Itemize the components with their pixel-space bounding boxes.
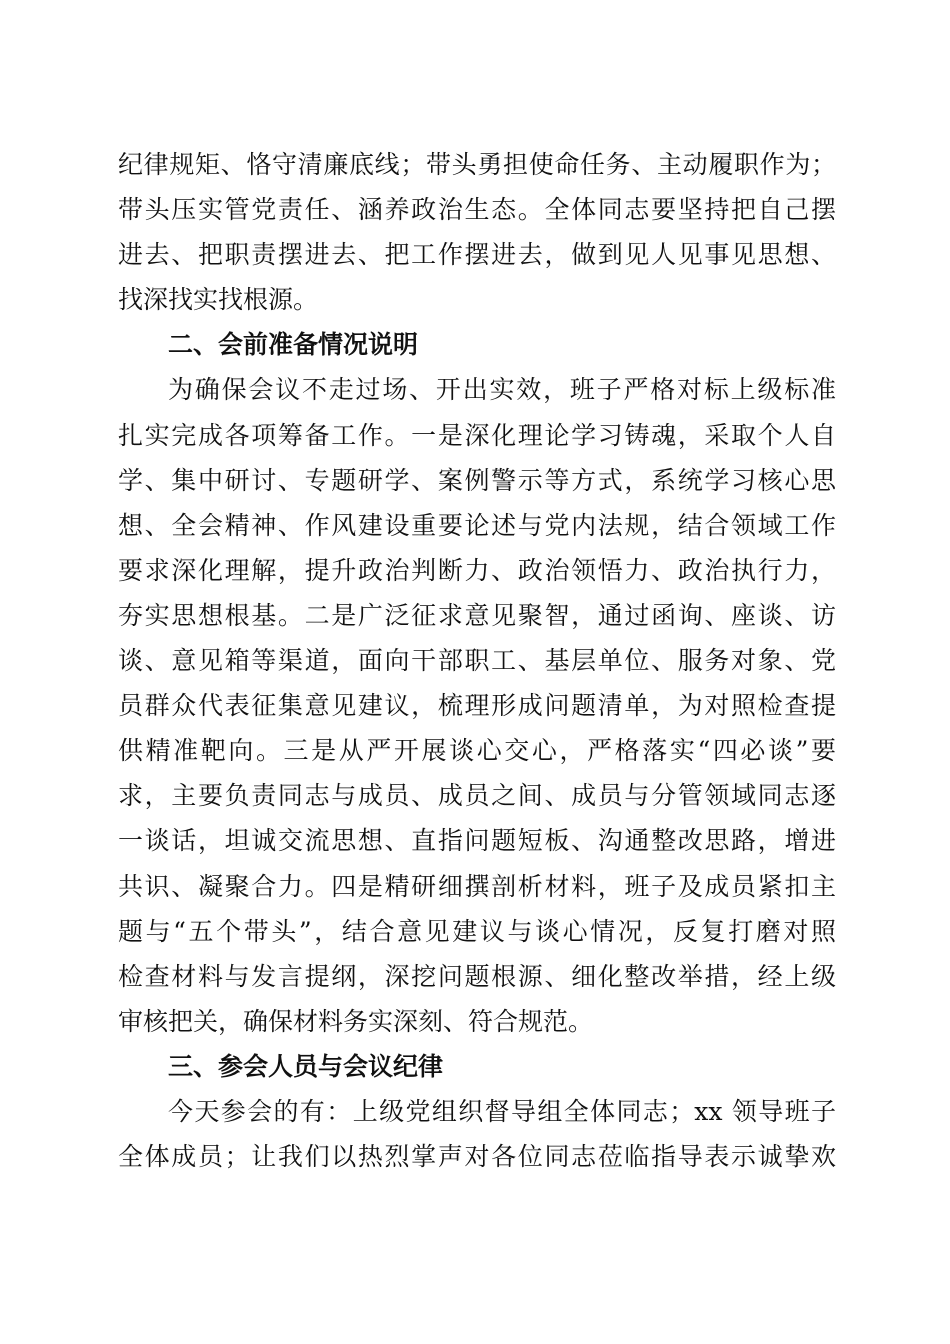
paragraph-line: 题与“五个带头”，结合意见建议与谈心情况，反复打磨对照 [118,916,836,946]
paragraph-line: 供精准靶向。三是从严开展谈心交心，严格落实“四必谈”要 [118,736,836,766]
body-line: 带头压实管党责任、涵养政治生态。全体同志要坚持把自己摆 [118,195,836,225]
paragraph-line: 全体成员；让我们以热烈掌声对各位同志莅临指导表示诚挚欢 [118,1142,836,1172]
paragraph-line: 检查材料与发言提纲，深挖问题根源、细化整改举措，经上级 [118,961,836,991]
body-line: 进去、把职责摆进去、把工作摆进去，做到见人见事见思想、 [118,240,836,270]
body-line: 纪律规矩、恪守清廉底线；带头勇担使命任务、主动履职作为； [118,150,836,179]
paragraph-line: 扎实完成各项筹备工作。一是深化理论学习铸魂，采取个人自 [118,420,836,450]
paragraph-line: 学、集中研讨、专题研学、案例警示等方式，系统学习核心思 [118,465,836,495]
paragraph-line: 谈、意见箱等渠道，面向干部职工、基层单位、服务对象、党 [118,646,836,676]
paragraph-line: 夯实思想根基。二是广泛征求意见聚智，通过函询、座谈、访 [118,600,836,630]
section-heading-2: 二、会前准备情况说明 [168,330,419,360]
body-line: 找深找实找根源。 [118,285,319,315]
document-body [118,142,836,1179]
section-heading-3: 三、参会人员与会议纪律 [168,1051,444,1081]
paragraph-line: 今天参会的有：上级党组织督导组全体同志；xx 领导班子 [168,1096,836,1126]
paragraph-line: 求，主要负责同志与成员、成员之间、成员与分管领域同志逐 [118,781,836,811]
paragraph-line: 一谈话，坦诚交流思想、直指问题短板、沟通整改思路，增进 [118,826,836,856]
paragraph-line: 员群众代表征集意见建议，梳理形成问题清单，为对照检查提 [118,691,836,721]
paragraph-line: 共识、凝聚合力。四是精研细撰剖析材料，班子及成员紧扣主 [118,871,836,901]
paragraph-line: 想、全会精神、作风建设重要论述与党内法规，结合领域工作 [118,510,836,540]
paragraph-line: 审核把关，确保材料务实深刻、符合规范。 [118,1006,594,1036]
paragraph-line: 要求深化理解，提升政治判断力、政治领悟力、政治执行力， [118,555,836,585]
paragraph-line: 为确保会议不走过场、开出实效，班子严格对标上级标准 [168,375,836,405]
